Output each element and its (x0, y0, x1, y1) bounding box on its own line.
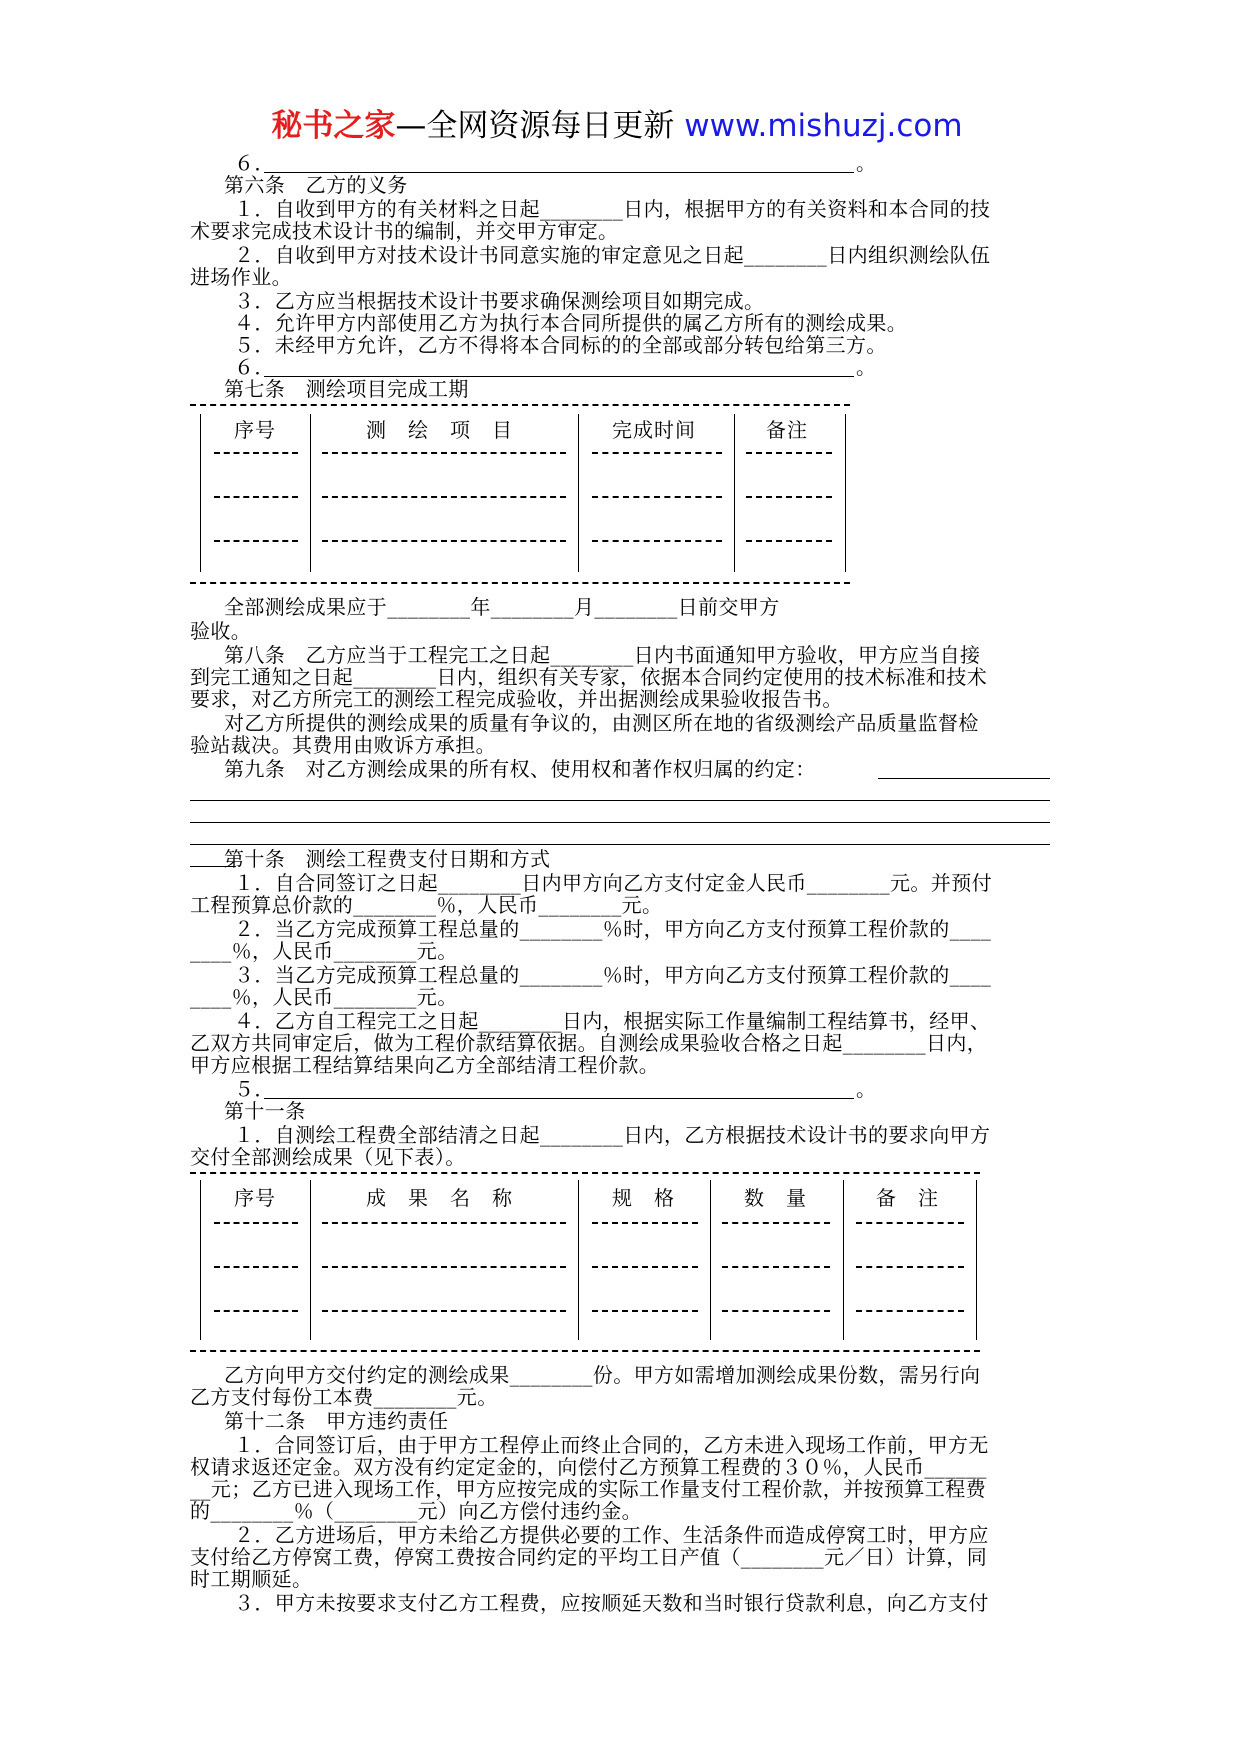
table-row-divider (746, 540, 832, 542)
site-brand: 秘书之家 (271, 108, 396, 144)
clause-6-item-1: １．自收到甲方的有关材料之日起________日内，根据甲方的有关资料和本合同的技 (234, 197, 991, 221)
clause-8-dispute: 对乙方所提供的测绘成果的质量有争议的，由测区所在地的省级测绘产品质量监督检 (224, 711, 979, 735)
table-header-cell: 完成时间 (612, 418, 696, 442)
clause-6-item-2-cont: 进场作业。 (190, 265, 292, 289)
clause-9-title: 第九条 对乙方测绘成果的所有权、使用权和著作权归属的约定： (224, 757, 816, 781)
period-mark: 。 (856, 1077, 877, 1101)
clause-11-title: 第十一条 (224, 1099, 306, 1123)
clause-12-item-1-cont: __元；乙方已进入现场工作，甲方应按完成的实际工作量支付工程价款，并按预算工程费 (190, 1477, 986, 1501)
table-col-divider (734, 414, 735, 572)
site-tagline: —全网资源每日更新 (395, 108, 675, 144)
table-row-divider (592, 1310, 698, 1312)
clause-11-copies: 乙方向甲方交付约定的测绘成果________份。甲方如需增加测绘成果份数，需另行向 (224, 1363, 981, 1387)
clause-10-item-1: １．自合同签订之日起________日内甲方向乙方支付定金人民币________元。并预付 (234, 871, 992, 895)
fill-blank-line (878, 778, 1050, 779)
table-row-divider (214, 540, 298, 542)
clause-10-item-3: ３．当乙方完成预算工程总量的________％时，甲方向乙方支付预算工程价款的____ (234, 963, 992, 987)
table-row-divider (592, 496, 722, 498)
table-row-divider (722, 1222, 830, 1224)
clause-6-title: 第六条 乙方的义务 (224, 173, 408, 197)
table-col-divider (310, 1180, 311, 1340)
clause-10-item-5: ５． (234, 1077, 275, 1101)
clause-12-title: 第十二条 甲方违约责任 (224, 1409, 449, 1433)
table-top-border (190, 1172, 980, 1174)
fill-blank-line (190, 800, 1050, 801)
table-top-border (190, 404, 850, 406)
clause-12-item-1-cont: 的________％（________元）向乙方偿付违约金。 (190, 1499, 642, 1523)
table-row-divider (856, 1310, 964, 1312)
table-row-divider (322, 540, 566, 542)
clause-8-dispute-cont: 验站裁决。其费用由败诉方承担。 (190, 733, 496, 757)
table-col-divider (843, 1180, 844, 1340)
fill-blank-line (264, 1098, 854, 1099)
table-row-divider (592, 1222, 698, 1224)
clause-8-text-cont: 要求，对乙方所完工的测绘工程完成验收，并出据测绘成果验收报告书。 (190, 687, 843, 711)
table-left-border (200, 414, 201, 572)
table-row-divider (322, 1222, 566, 1224)
site-url[interactable]: www.mishuzj.com (684, 108, 963, 144)
clause-6-item-2: ２．自收到甲方对技术设计书同意实施的审定意见之日起________日内组织测绘队伍 (234, 243, 991, 267)
clause-6-item-4: ４．允许甲方内部使用乙方为执行本合同所提供的属乙方所有的测绘成果。 (234, 311, 908, 335)
table-col-divider (310, 414, 311, 572)
clause-11-item-1: １．自测绘工程费全部结清之日起________日内，乙方根据技术设计书的要求向甲方 (234, 1123, 991, 1147)
table-row-divider (592, 540, 722, 542)
clause-8-text: 第八条 乙方应当于工程完工之日起________日内书面通知甲方验收，甲方应当自接 (224, 643, 981, 667)
table-row-divider (592, 452, 722, 454)
clause-12-item-1-cont: 权请求返还定金。双方没有约定定金的，向偿付乙方预算工程费的３０％，人民币______ (190, 1455, 987, 1479)
table-row-divider (722, 1266, 830, 1268)
table-row-divider (856, 1222, 964, 1224)
period-mark: 。 (856, 355, 877, 379)
clause-12-item-2: ２．乙方进场后，甲方未给乙方提供必要的工作、生活条件而造成停窝工时，甲方应 (234, 1523, 989, 1547)
clause-11-item-1-cont: 交付全部测绘成果（见下表）。 (190, 1145, 466, 1169)
table-header-cell: 数 量 (744, 1186, 807, 1210)
clause-7-deadline-cont: 验收。 (190, 619, 252, 643)
table-left-border (200, 1180, 201, 1340)
table-header-cell: 成 果 名 称 (366, 1186, 513, 1210)
table-row-divider (322, 452, 566, 454)
clause-6-item-6: ６． (234, 355, 275, 379)
table-row-divider (722, 1310, 830, 1312)
clause-12-item-2-cont: 支付给乙方停窝工费，停窝工费按合同约定的平均工日产值（________元／日）计算，同 (190, 1545, 988, 1569)
clause-7-title: 第七条 测绘项目完成工期 (224, 377, 469, 401)
clause-10-item-4-cont: 甲方应根据工程结算结果向乙方全部结清工程价款。 (190, 1053, 660, 1077)
clause-10-item-1-cont: 工程预算总价款的________％，人民币________元。 (190, 893, 663, 917)
clause-11-copies-cont: 乙方支付每份工本费________元。 (190, 1385, 498, 1409)
table-header-cell: 序号 (234, 418, 276, 442)
table-row-divider (214, 1222, 298, 1224)
table-row-divider (322, 1310, 566, 1312)
table-row-divider (214, 1310, 298, 1312)
table-row-divider (322, 496, 566, 498)
table-right-border (976, 1180, 977, 1340)
clause-12-item-1: １．合同签订后，由于甲方工程停止而终止合同的，乙方未进入现场工作前，甲方无 (234, 1433, 989, 1457)
clause-10-item-4: ４．乙方自工程完工之日起________日内，根据实际工作量编制工程结算书，经甲、 (234, 1009, 991, 1033)
clause-8-text-cont: 到完工通知之日起________日内，组织有关专家，依据本合同约定使用的技术标准和技术 (190, 665, 988, 689)
clause-10-title: 第十条 测绘工程费支付日期和方式 (224, 847, 551, 871)
clause-12-item-3: ３．甲方未按要求支付乙方工程费，应按顺延天数和当时银行贷款利息，向乙方支付 (234, 1591, 989, 1615)
table-bottom-border (190, 1350, 980, 1352)
site-header (0, 100, 1234, 145)
table-header-cell: 测 绘 项 目 (366, 418, 513, 442)
table-row-divider (746, 452, 832, 454)
period-mark: 。 (856, 151, 877, 175)
table-col-divider (710, 1180, 711, 1340)
table-row-divider (214, 1266, 298, 1268)
table-row-divider (746, 496, 832, 498)
table-row-divider (322, 1266, 566, 1268)
clause-10-item-4-cont: 乙双方共同审定后，做为工程价款结算依据。自测绘成果验收合格之日起________日内， (190, 1031, 988, 1055)
clause-7-deadline: 全部测绘成果应于________年________月________日前交甲方 (224, 595, 780, 619)
table-header-cell: 备注 (766, 418, 808, 442)
clause-5-item-6: ６． (234, 151, 275, 175)
table-right-border (845, 414, 846, 572)
table-col-divider (578, 414, 579, 572)
table-header-cell: 规 格 (612, 1186, 675, 1210)
clause-6-item-1-cont: 术要求完成技术设计书的编制，并交甲方审定。 (190, 219, 619, 243)
clause-12-item-2-cont: 时工期顺延。 (190, 1567, 313, 1591)
clause-6-item-3: ３．乙方应当根据技术设计书要求确保测绘项目如期完成。 (234, 289, 765, 313)
clause-10-item-3-cont: ____％，人民币________元。 (190, 985, 458, 1009)
table-row-divider (856, 1266, 964, 1268)
clause-10-item-2: ２．当乙方完成预算工程总量的________％时，甲方向乙方支付预算工程价款的____ (234, 917, 992, 941)
clause-6-item-5: ５．未经甲方允许，乙方不得将本合同标的的全部或部分转包给第三方。 (234, 333, 887, 357)
fill-blank-line (190, 822, 1050, 823)
clause-10-item-2-cont: ____％，人民币________元。 (190, 939, 458, 963)
table-row-divider (214, 496, 298, 498)
table-col-divider (578, 1180, 579, 1340)
table-row-divider (214, 452, 298, 454)
table-header-cell: 序号 (234, 1186, 276, 1210)
fill-blank-line (190, 844, 1050, 845)
table-header-cell: 备 注 (876, 1186, 939, 1210)
table-row-divider (592, 1266, 698, 1268)
table-bottom-border (190, 582, 850, 584)
